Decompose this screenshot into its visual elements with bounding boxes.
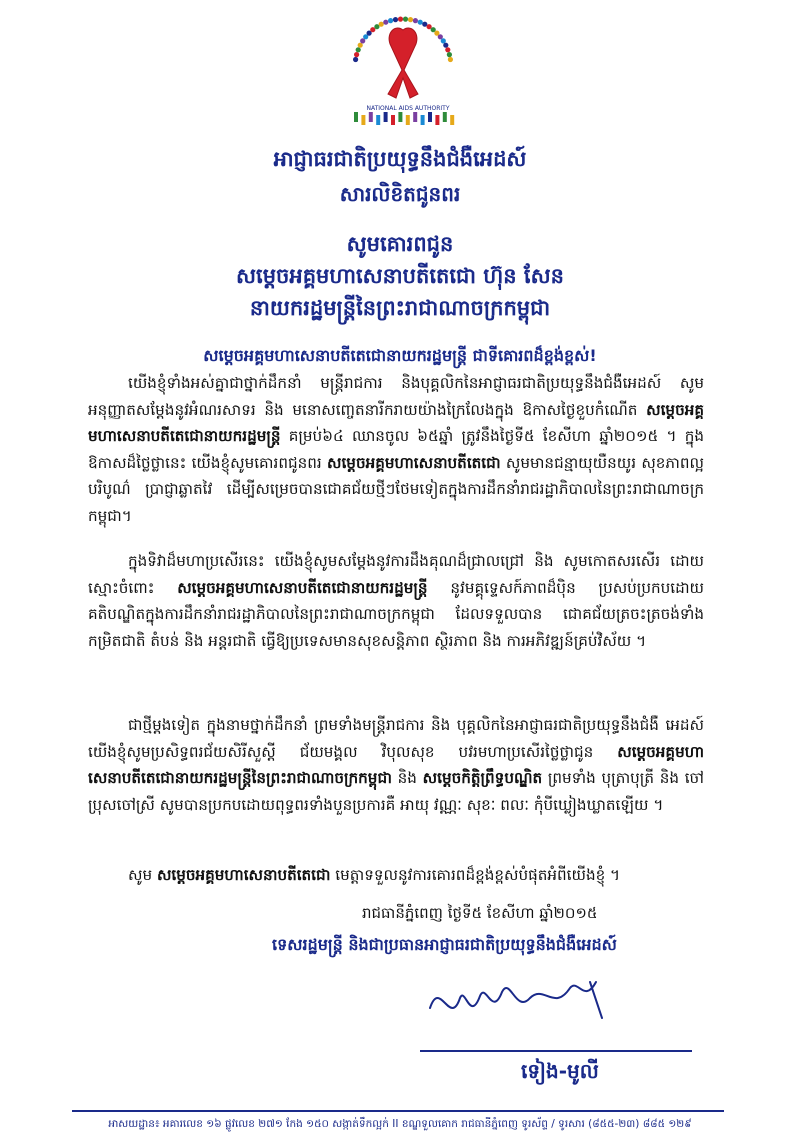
logo-figure	[398, 17, 403, 22]
letter-paragraph-4: សូម សម្តេចអគ្គមហាសេនាបតីតេជោ មេត្តាទទួលនូវការគោរពដ៏ខ្ពង់ខ្ពស់បំផុតអំពីយើងខ្ញុំ ។	[128, 866, 621, 884]
handwritten-signature	[420, 968, 620, 1036]
logo-figure	[403, 17, 408, 22]
red-ribbon-icon	[388, 28, 418, 98]
salutation: សម្តេចអគ្គមហាសេនាបតីតេជោនាយករដ្ឋមន្ត្រី ជាទីគោរពដ៏ខ្ពង់ខ្ពស់!	[203, 346, 597, 365]
letter-paragraph-1: យើងខ្ញុំទាំងអស់គ្នាជាថ្នាក់ដឹកនាំ មន្ត្រីរាជការ និងបុគ្គលិកនៃអាជ្ញាធរជាតិប្រយុទ្ធនឹងជំងឺអេដស៍ សូមអនុញ្ញាតសម្តែងនូវអំណរសាទរ និង មនោសញ្ចេតនារីករាយយ៉ាងក្រៃលែងក្នុង ឱកាសថ្ងៃខួបកំណើត សម្តេចអគ្គមហាសេនាបតីតេជោនាយករដ្ឋមន្ត្រី គម្រប់៦៤ ឈានចូល ៦៥ឆ្នាំ ត្រូវនឹងថ្ងៃទី៥ ខែសីហា ឆ្នាំ២០១៥ ។ ក្នុងឱកាសដ៏ថ្លៃថ្លានេះ យើងខ្ញុំសូមគោរពជូនពរ សម្តេចអគ្គមហាសេនាបតីតេជោ សូមមានជន្មាយុយឺនយូរ សុខភាពល្អបរិបូណ៌ ប្រាជ្ញាឆ្លាតវៃ ដើម្បីសម្រេចបានជោគជ័យថ្មីៗថែមទៀតក្នុងការដឹកនាំរាជរដ្ឋាភិបាលនៃព្រះរាជាណាចក្រកម្ពុជា។	[88, 374, 704, 525]
logo-figure	[354, 52, 359, 57]
logo-figure	[376, 115, 380, 125]
signer-name: ទៀង-មូលី	[521, 1059, 599, 1083]
addressee-line-1: សូមគោរពជូន	[346, 232, 454, 256]
logo-figure	[406, 115, 410, 125]
logo-figure	[383, 20, 388, 25]
logo-figure	[445, 47, 450, 52]
letter-paragraph-3: ជាថ្មីម្តងទៀត ក្នុងនាមថ្នាក់ដឹកនាំ ព្រមទាំងមន្ត្រីរាជការ និង បុគ្គលិកនៃអាជ្ញាធរជាតិប្រយុទ្ធនឹងជំងឺ អេដស៍ យើងខ្ញុំសូមប្រសិទ្ធពរជ័យសិរីសួស្តី ជ័យមង្គល វិបុលសុខ បវរមហាប្រសើរថ្លៃថ្លាជូន សម្តេចអគ្គមហាសេនាបតីតេជោនាយករដ្ឋមន្ត្រីនៃព្រះរាជាណាចក្រកម្ពុជា និង សម្តេចកិត្តិព្រឹទ្ធបណ្ឌិត ព្រមទាំង បុត្រាបុត្រី និង ចៅប្រុសចៅស្រី សូមបានប្រកបដោយពុទ្ធពរទាំងបួនប្រការគឺ អាយុ វណ្ណៈ សុខៈ ពលៈ កុំបីឃ្លៀងឃ្លាតឡើយ ។	[88, 716, 704, 814]
signer-title: ទេសរដ្ឋមន្ត្រី និងជាប្រធានអាជ្ញាធរជាតិប្រយុទ្ធនឹងជំងឺអេដស៍	[272, 935, 617, 954]
letter-paragraph-2: ក្នុងទិវាដ៏មហាប្រសើរនេះ យើងខ្ញុំសូមសម្តែងនូវការដឹងគុណដ៏ជ្រាលជ្រៅ និង សូមកោតសរសើរ ដោយស្មោះចំពោះ សម្តេចអគ្គមហាសេនាបតីតេជោនាយករដ្ឋមន្ត្រី នូវមគ្គុទ្ទេសក៍ភាពដ៏ប៉ិន ប្រសប់ប្រកបដោយគតិបណ្ឌិតក្នុងការដឹកនាំរាជរដ្ឋាភិបាលនៃព្រះរាជាណាចក្រកម្ពុជា ដែលទទួលបាន ជោគជ័យត្រចះត្រចង់ទាំងកម្រិតជាតិ តំបន់ និង អន្តរជាតិ ធ្វើឱ្យប្រទេសមានសុខសន្តិភាព ស្ថិរភាព និង ការអភិវឌ្ឍន៍គ្រប់វិស័យ ។	[88, 552, 704, 650]
logo-figure	[428, 112, 432, 122]
logo-figure	[361, 115, 365, 125]
logo-figure	[418, 20, 423, 25]
logo-figure	[421, 115, 425, 125]
logo-figure	[369, 112, 373, 122]
logo-figure	[448, 57, 453, 62]
signature-underline	[420, 1050, 692, 1052]
logo-figure	[384, 112, 388, 122]
logo-figure	[413, 112, 417, 122]
logo-figure	[354, 112, 358, 122]
date-line: រាជធានីភ្នំពេញ ថ្ងៃទី៥ ខែសីហា ឆ្នាំ២០១៥	[362, 904, 598, 922]
logo-figure	[443, 43, 448, 48]
logo-figure	[398, 112, 402, 122]
addressee-line-3: នាយករដ្ឋមន្ត្រីនៃព្រះរាជាណាចក្រកម្ពុជា	[249, 296, 551, 320]
logo-figure	[450, 115, 454, 125]
logo-figure	[353, 57, 358, 62]
document-type-title: សារលិខិតជូនពរ	[339, 182, 461, 206]
footer-divider	[72, 1110, 724, 1112]
logo-figure	[447, 52, 452, 57]
logo-figure	[388, 18, 393, 23]
logo-figure	[435, 115, 439, 125]
logo-figure	[413, 18, 418, 23]
addressee-line-2: សម្តេចអគ្គមហាសេនាបតីតេជោ ហ៊ុន សែន	[236, 264, 564, 288]
logo-lettering: NATIONAL AIDS AUTHORITY	[366, 105, 450, 112]
logo-figure	[391, 115, 395, 125]
logo-figure	[356, 47, 361, 52]
logo-figure	[443, 112, 447, 122]
footer-address: អាសយដ្ឋាន៖ អគារលេខ ១៦ ផ្លូវលេខ ២៧១ កែង ១៥០ សង្កាត់ទឹកល្អក់ II ខណ្ឌទួលគោក រាជធានីភ្នំពេញ ទូរស័ព្ទ / ទូរសារ (៨៥៥-២៣) ៨៨៥ ១២៩	[108, 1118, 692, 1130]
organization-name: អាជ្ញាធរជាតិប្រយុទ្ធនឹងជំងឺអេដស៍	[273, 147, 527, 171]
logo-figure	[393, 17, 398, 22]
logo-figure	[379, 22, 384, 27]
logo-figure	[408, 17, 413, 22]
national-aids-authority-logo	[338, 12, 468, 130]
